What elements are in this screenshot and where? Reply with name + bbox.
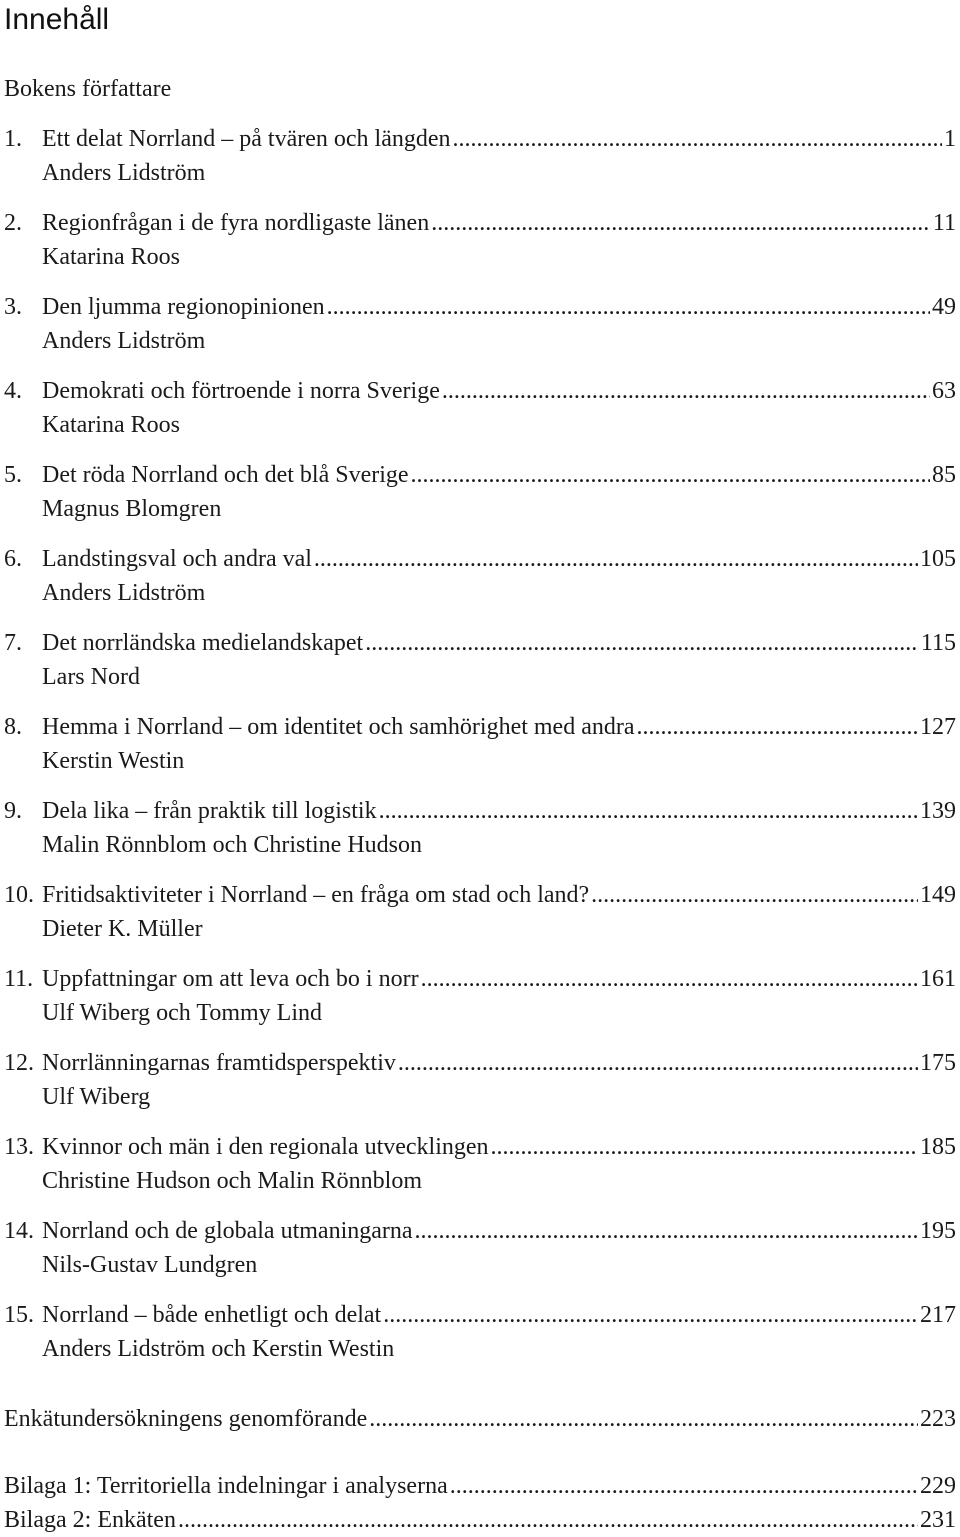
toc-chapter-row	[4, 710, 956, 744]
toc-chapter-row	[4, 458, 956, 492]
chapter-number: 12.	[4, 1050, 34, 1076]
page-number: 115	[920, 630, 956, 656]
chapter-number: 13.	[4, 1134, 34, 1160]
chapter-author: Kerstin Westin	[42, 748, 185, 774]
toc-chapter-row	[4, 542, 956, 576]
appendix-title: Enkätundersökningens genomförande	[4, 1406, 368, 1432]
dot-leader	[431, 206, 931, 240]
chapter-author: Anders Lidström	[42, 160, 206, 186]
dot-leader	[398, 1046, 918, 1080]
chapter-title: Norrlänningarnas framtidsperspektiv	[42, 1050, 396, 1076]
toc-chapter-row	[4, 290, 956, 324]
page-number: 185	[920, 1134, 956, 1160]
page-number: 217	[920, 1302, 956, 1328]
chapter-title: Landstingsval och andra val	[42, 546, 312, 572]
toc-chapter-row	[4, 1046, 956, 1080]
page-number: 195	[920, 1218, 956, 1244]
chapter-author: Anders Lidström	[42, 580, 206, 606]
appendix-title: Bilaga 2: Enkäten	[4, 1507, 176, 1533]
chapter-number: 8.	[4, 714, 22, 740]
dot-leader	[383, 1298, 918, 1332]
toc-chapter-row	[4, 206, 956, 240]
chapter-number: 2.	[4, 210, 22, 236]
dot-leader	[327, 290, 930, 324]
chapter-title: Det röda Norrland och det blå Sverige	[42, 462, 409, 488]
dot-leader	[442, 374, 930, 408]
chapter-number: 10.	[4, 882, 34, 908]
dot-leader	[637, 710, 919, 744]
page-number: 223	[920, 1406, 956, 1432]
chapter-title: Uppfattningar om att leva och bo i norr	[42, 966, 419, 992]
page-number: 11	[932, 210, 956, 236]
chapter-title: Hemma i Norrland – om identitet och samhörighet med andra	[42, 714, 635, 740]
toc-chapter-row	[4, 122, 956, 156]
appendix-title: Bilaga 1: Territoriella indelningar i analyserna	[4, 1473, 448, 1499]
chapter-number: 11.	[4, 966, 34, 992]
page-number: 85	[932, 462, 956, 488]
dot-leader	[415, 1214, 918, 1248]
toc-chapter-row	[4, 1130, 956, 1164]
toc-chapter-row	[4, 1298, 956, 1332]
chapter-title: Det norrländska medielandskapet	[42, 630, 364, 656]
chapter-title: Regionfrågan i de fyra nordligaste länen	[42, 210, 430, 236]
page-number: 63	[932, 378, 956, 404]
chapter-author: Magnus Blomgren	[42, 496, 222, 522]
dot-leader	[450, 1469, 918, 1503]
toc-chapter-row	[4, 626, 956, 660]
chapter-author: Ulf Wiberg och Tommy Lind	[42, 1000, 322, 1026]
page-number: 1	[944, 126, 956, 152]
dot-leader	[369, 1402, 918, 1436]
chapter-number: 3.	[4, 294, 22, 320]
chapter-title: Norrland och de globala utmaningarna	[42, 1218, 413, 1244]
chapter-author: Christine Hudson och Malin Rönnblom	[42, 1168, 422, 1194]
chapter-number: 14.	[4, 1218, 34, 1244]
chapter-title: Dela lika – från praktik till logistik	[42, 798, 377, 824]
dot-leader	[453, 122, 942, 156]
chapter-author: Anders Lidström och Kerstin Westin	[42, 1336, 395, 1362]
chapter-number: 7.	[4, 630, 22, 656]
page-number: 105	[920, 546, 956, 572]
chapter-author: Dieter K. Müller	[42, 916, 203, 942]
chapter-author: Anders Lidström	[42, 328, 206, 354]
toc-chapter-row	[4, 878, 956, 912]
chapter-number: 1.	[4, 126, 22, 152]
chapter-title: Demokrati och förtroende i norra Sverige	[42, 378, 440, 404]
dot-leader	[178, 1503, 918, 1537]
chapter-title: Norrland – både enhetligt och delat	[42, 1302, 382, 1328]
toc-chapter-row	[4, 962, 956, 996]
toc-appendix-row	[4, 1503, 956, 1537]
chapter-number: 6.	[4, 546, 22, 572]
chapter-number: 9.	[4, 798, 22, 824]
book-authors-entry: Bokens författare	[4, 76, 172, 102]
dot-leader	[411, 458, 930, 492]
toc-appendix-row	[4, 1469, 956, 1503]
page-title: Innehåll	[4, 3, 110, 36]
page-number: 149	[920, 882, 956, 908]
chapter-number: 15.	[4, 1302, 34, 1328]
chapter-author: Katarina Roos	[42, 412, 180, 438]
chapter-title: Fritidsaktiviteter i Norrland – en fråga om stad och land?	[42, 882, 590, 908]
dot-leader	[365, 626, 919, 660]
chapter-title: Kvinnor och män i den regionala utvecklingen	[42, 1134, 489, 1160]
chapter-title: Den ljumma regionopinionen	[42, 294, 325, 320]
page-number: 161	[920, 966, 956, 992]
page-number: 139	[920, 798, 956, 824]
chapter-number: 5.	[4, 462, 22, 488]
chapter-author: Lars Nord	[42, 664, 140, 690]
chapter-author: Malin Rönnblom och Christine Hudson	[42, 832, 422, 858]
page-number: 231	[920, 1507, 956, 1533]
page-number: 49	[932, 294, 956, 320]
chapter-author: Katarina Roos	[42, 244, 180, 270]
dot-leader	[314, 542, 918, 576]
page-number: 127	[920, 714, 956, 740]
page-number: 229	[920, 1473, 956, 1499]
toc-chapter-row	[4, 1214, 956, 1248]
chapter-author: Nils-Gustav Lundgren	[42, 1252, 258, 1278]
chapter-author: Ulf Wiberg	[42, 1084, 151, 1110]
chapter-title: Ett delat Norrland – på tvären och längden	[42, 126, 451, 152]
dot-leader	[491, 1130, 918, 1164]
toc-chapter-row	[4, 794, 956, 828]
dot-leader	[421, 962, 918, 996]
toc-chapter-row	[4, 374, 956, 408]
page-number: 175	[920, 1050, 956, 1076]
dot-leader	[591, 878, 918, 912]
chapter-number: 4.	[4, 378, 22, 404]
toc-appendix-row	[4, 1402, 956, 1436]
dot-leader	[379, 794, 918, 828]
